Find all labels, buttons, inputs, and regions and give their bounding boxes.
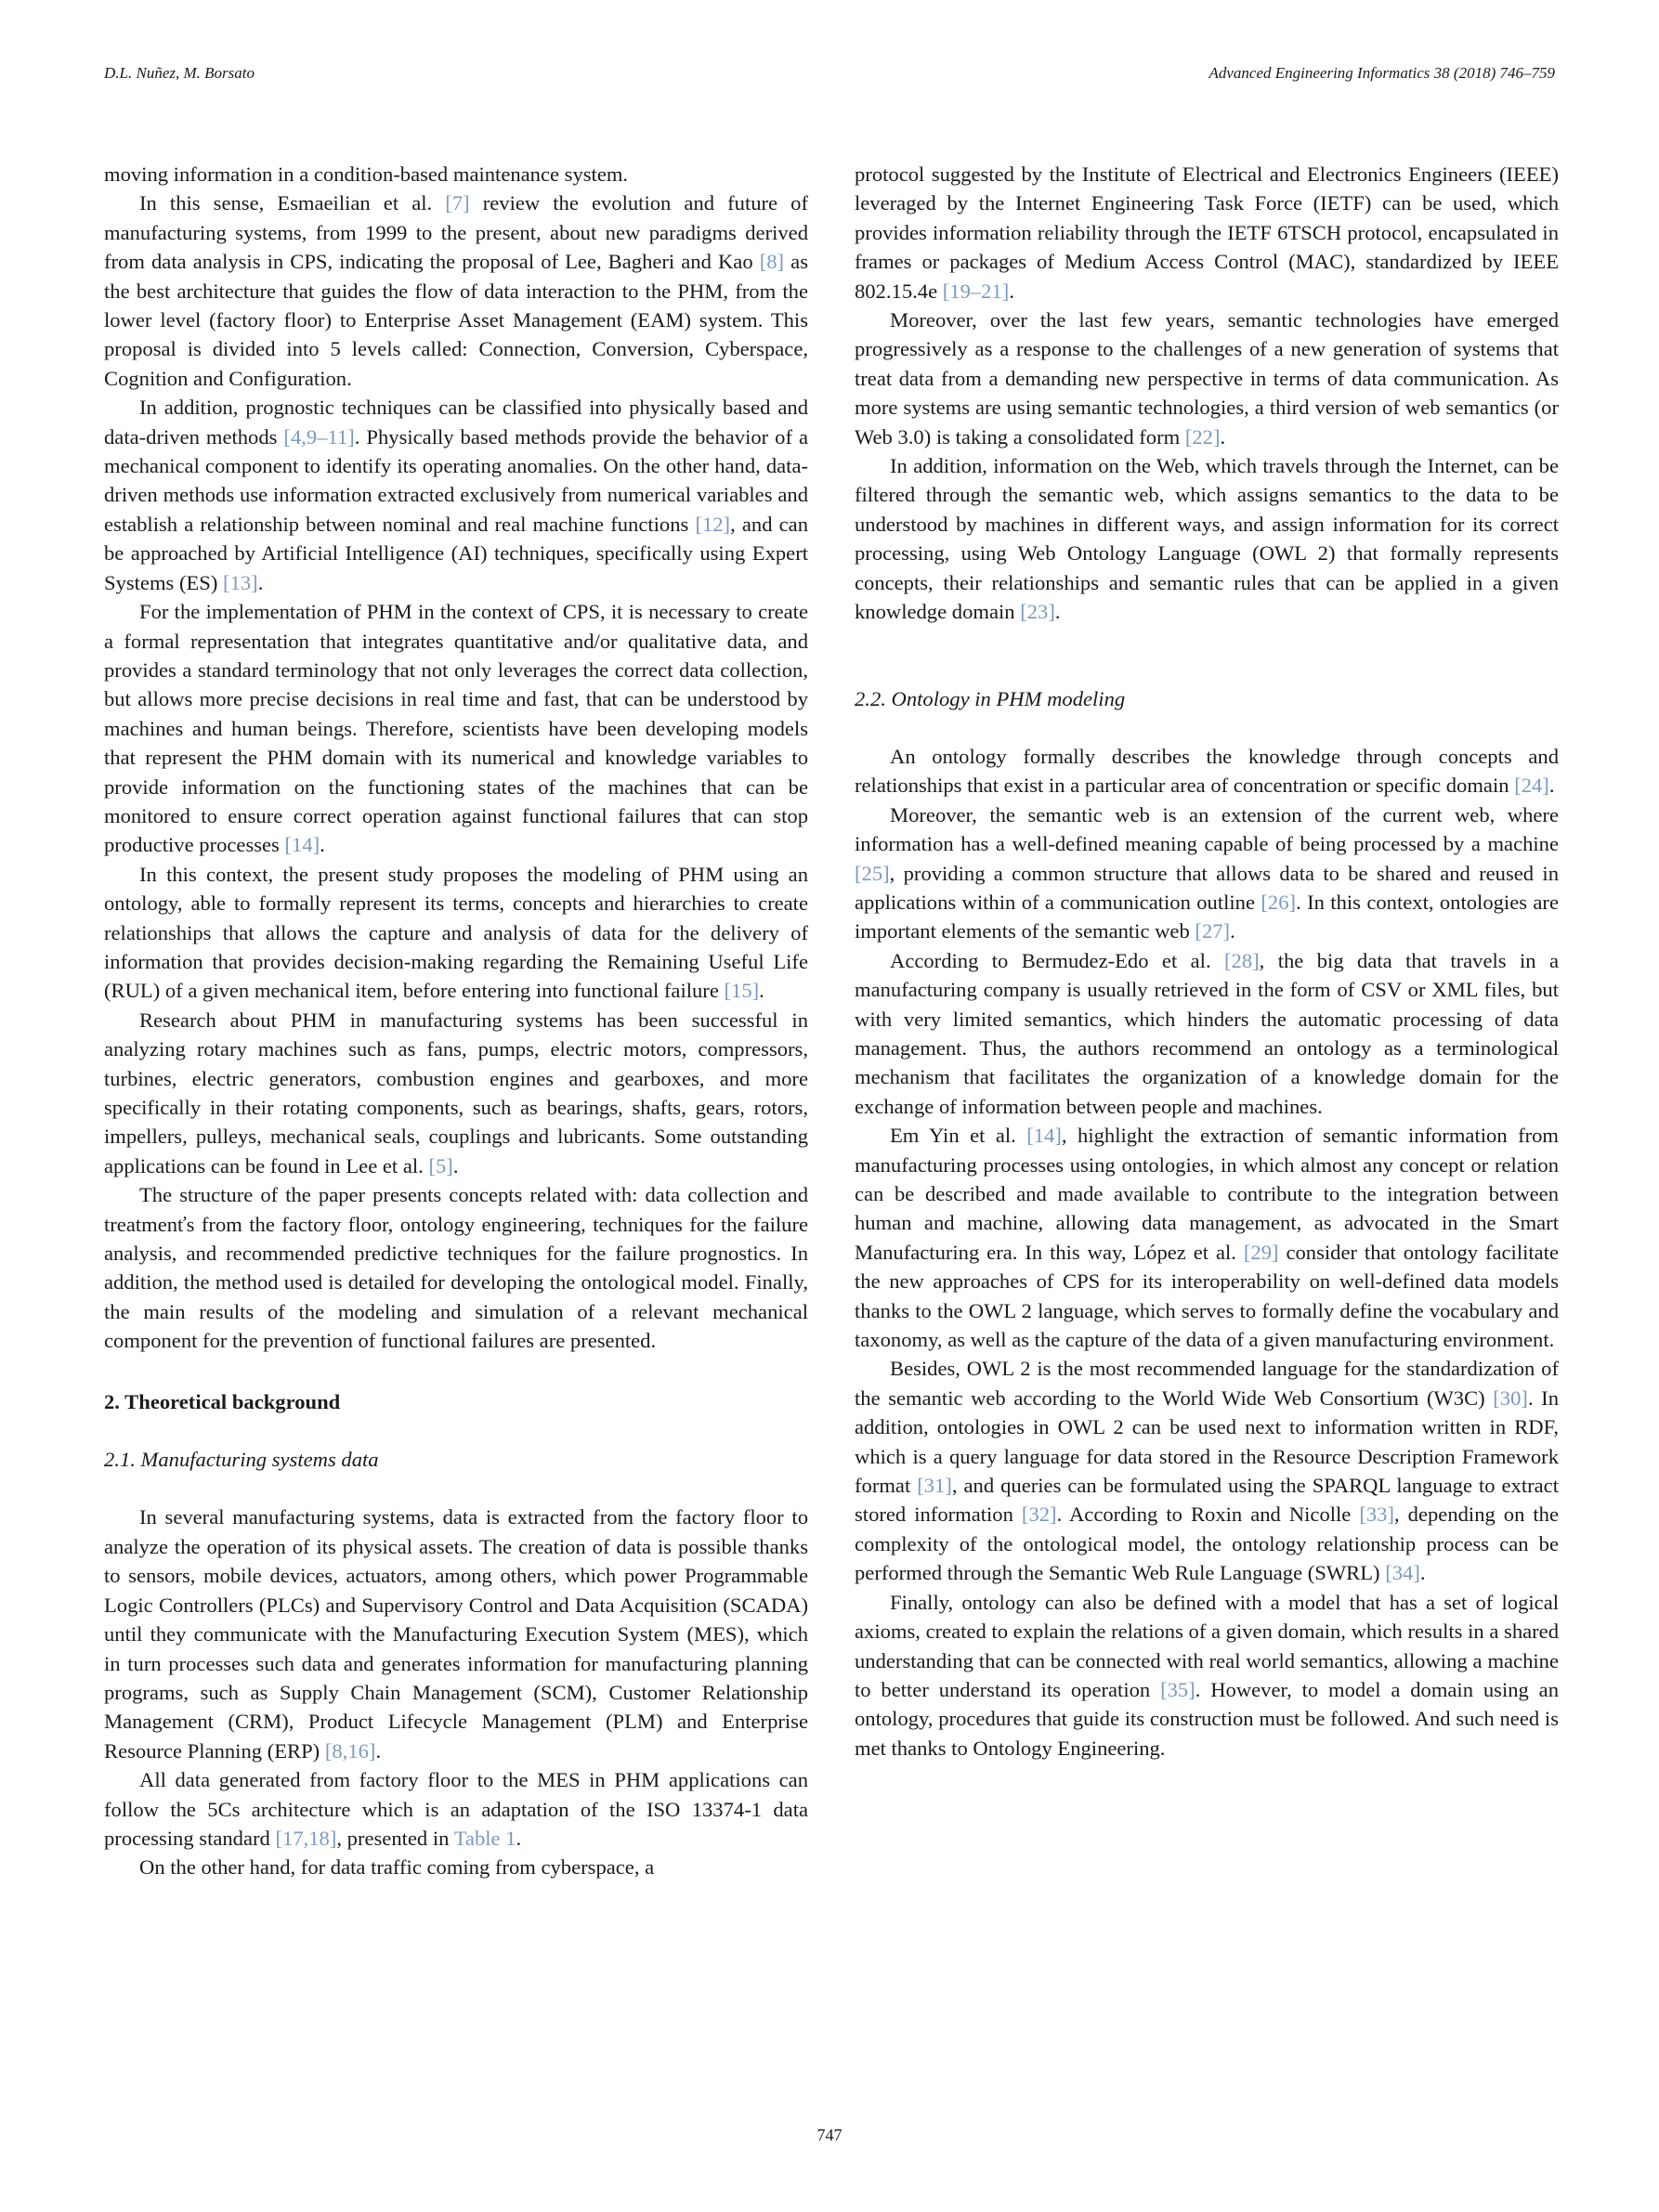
- citation-link[interactable]: [8]: [759, 250, 785, 274]
- citation-link[interactable]: [29]: [1243, 1240, 1279, 1264]
- running-header: [104, 59, 1555, 87]
- header-journal: Advanced Engineering Informatics 38 (2018) 746–759: [1208, 64, 1555, 82]
- paragraph: In addition, prognostic techniques can be classified into physically based and data-driven methods [4,9–11]. Physically based methods provide the behavior of a mechanical component to identify its operating anomalies. On the other hand, data-driven methods use information extracted exclusively from numerical variables and establish a relationship between nominal and real machine functions [12], and can be approached by Artificial Intelligence (AI) techniques, specifically using Expert Systems (ES) [13].: [104, 396, 808, 594]
- paragraph: An ontology formally describes the knowledge through concepts and relationships that exist in a particular area of concentration or specific domain [24].: [855, 744, 1559, 798]
- paragraph: On the other hand, for data traffic coming from cyberspace, a: [139, 1855, 655, 1880]
- citation-link[interactable]: [15]: [724, 979, 760, 1003]
- paragraph: All data generated from factory floor to the MES in PHM applications can follow the 5Cs architecture which is an adaptation of the ISO 13374-1 data processing standard [17,18], presented in Table 1.: [104, 1768, 808, 1850]
- citation-link[interactable]: [35]: [1160, 1677, 1195, 1701]
- paragraph: Besides, OWL 2 is the most recommended language for the standardization of the semantic web according to the World Wide Web Consortium (W3C) [30]. In addition, ontologies in OWL 2 can be used next to information written in RDF, which is a query language for data stored in the Resource Description Framework format [31], and queries can be formulated using the SPARQL language to extract stored information [32]. According to Roxin and Nicolle [33], depending on the complexity of the ontological model, the ontology relationship process can be performed through the Semantic Web Rule Language (SWRL) [34].: [855, 1357, 1560, 1585]
- right-column: [855, 160, 1559, 1763]
- paragraph: Finally, ontology can also be defined with a model that has a set of logical axioms, created to explain the relations of a given domain, which results in a shared understanding that can be connected with real world semantics, allowing a machine to better understand its operation [35]. However, to model a domain using an ontology, procedures that guide its construction must be followed. And such need is met thanks to Ontology Engineering.: [855, 1590, 1559, 1760]
- citation-link[interactable]: [7]: [445, 191, 470, 215]
- citation-link[interactable]: [31]: [917, 1474, 952, 1498]
- citation-link[interactable]: [32]: [1021, 1503, 1057, 1527]
- paragraph: In several manufacturing systems, data is extracted from the factory floor to analyze the operation of its physical assets. The creation of data is possible thanks to sensors, mobile devices, actuators, among others, which power Programmable Logic Controllers (PLCs) and Supervisory Control and Data Acquisition (SCADA) until they communicate with the Manufacturing Execution System (MES), which in turn processes such data and generates information for manufacturing planning programs, such as Supply Chain Management (SCM), Customer Relationship Management (CRM), Product Lifecycle Management (PLM) and Enterprise Resource Planning (ERP) [8,16].: [104, 1505, 808, 1763]
- citation-link[interactable]: [28]: [1224, 948, 1260, 972]
- citation-link[interactable]: [19–21]: [942, 279, 1010, 303]
- citation-link[interactable]: [8,16]: [324, 1738, 376, 1763]
- citation-link[interactable]: [5]: [428, 1153, 453, 1178]
- citation-link[interactable]: [14]: [284, 833, 320, 857]
- citation-link[interactable]: [27]: [1195, 919, 1231, 943]
- citation-link[interactable]: [14]: [1026, 1124, 1062, 1148]
- paragraph: Moreover, the semantic web is an extension of the current web, where information has a well-defined meaning capable of being processed by a machine [25], providing a common structure that allows data to be shared and reused in applications within of a communication outline [26]. In this context, ontologies are important elements of the semantic web [27].: [855, 802, 1559, 943]
- citation-link[interactable]: [24]: [1514, 774, 1549, 798]
- citation-link[interactable]: [26]: [1261, 890, 1297, 914]
- paragraph: Em Yin et al. [14], highlight the extraction of semantic information from manufacturing processes using ontologies, in which almost any concept or relation can be described and made available to contribute to the integration between human and machine, allowing data management, as advocated in the Smart Manufacturing era. In this way, López et al. [29] consider that ontology facilitate the new approaches of CPS for its interoperability on well-defined data models thanks to the OWL 2 language, which serves to formally define the vocabulary and taxonomy, as well as the capture of the data of a given manufacturing environment.: [855, 1124, 1559, 1352]
- paragraph: moving information in a condition-based maintenance system.: [104, 163, 629, 186]
- section-heading: 2. Theoretical background: [104, 1389, 341, 1413]
- paragraph: According to Bermudez-Edo et al. [28], the big data that travels in a manufacturing company is usually retrieved in the form of CSV or XML files, but with very limited semantics, which hinders the automatic processing of data management. Thus, the authors recommend an ontology as a terminological mechanism that facilitates the organization of a knowledge domain for the exchange of information between people and machines.: [855, 948, 1560, 1118]
- citation-link[interactable]: [17,18]: [275, 1826, 337, 1850]
- citation-link[interactable]: [22]: [1184, 424, 1221, 449]
- paragraph: For the implementation of PHM in the context of CPS, it is necessary to create a formal representation that integrates quantitative and/or qualitative data, and provides a standard terminology that not only leverages the correct data collection, but allows more precise decisions in real time and fast, that can be understood by machines and human beings. Therefore, scientists have been developing models that represent the PHM domain with its numerical and knowledge variables to provide information on the functioning states of the machines that can be monitored to ensure correct operation against functional failures that can stop productive processes [14].: [104, 600, 808, 857]
- citation-link[interactable]: [12]: [695, 512, 731, 536]
- left-column: [104, 160, 808, 1882]
- paragraph: In this sense, Esmaeilian et al. [7] review the evolution and future of manufacturing systems, from 1999 to the present, about new paradigms derived from data analysis in CPS, indicating the proposal of Lee, Bagheri and Kao [8] as the best architecture that guides the flow of data interaction to the PHM, from the lower level (factory floor) to Enterprise Asset Management (EAM) system. This proposal is divided into 5 levels called: Connection, Conversion, Cyberspace, Cognition and Configuration.: [104, 191, 808, 390]
- subsection-heading: 2.2. Ontology in PHM modeling: [855, 686, 1126, 710]
- subsection-heading: 2.1. Manufacturing systems data: [104, 1448, 379, 1472]
- citation-link[interactable]: [34]: [1385, 1561, 1420, 1585]
- citation-link[interactable]: [13]: [223, 570, 258, 594]
- paragraph: Moreover, over the last few years, semantic technologies have emerged progressively as a response to the challenges of a new generation of systems that treat data from a demanding new perspective in terms of data communication. As more systems are using semantic technologies, a third version of web semantics (or Web 3.0) is taking a consolidated form [22].: [855, 308, 1559, 449]
- table-link[interactable]: Table 1: [453, 1826, 516, 1850]
- paragraph: Research about PHM in manufacturing systems has been successful in analyzing rotary machines such as fans, pumps, electric motors, compressors, turbines, electric generators, combustion engines and gearboxes, and more specifically in their rotating components, such as bearings, shafts, gears, rotors, impellers, pulleys, mechanical seals, couplings and lubricants. Some outstanding applications can be found in Lee et al. [5].: [104, 1008, 808, 1178]
- citation-link[interactable]: [30]: [1493, 1386, 1528, 1410]
- citation-link[interactable]: [4,9–11]: [283, 424, 355, 449]
- paragraph: In this context, the present study proposes the modeling of PHM using an ontology, able to formally represent its terms, concepts and hierarchies to create relationships that allows the capture and analysis of data for the delivery of information that provides decision-making regarding the Remaining Useful Life (RUL) of a given mechanical item, before entering into functional failure [15].: [104, 862, 808, 1003]
- citation-link[interactable]: [23]: [1020, 600, 1055, 624]
- paragraph: protocol suggested by the Institute of Electrical and Electronics Engineers (IEEE) leveraged by the Internet Engineering Task Force (IETF) can be used, which provides information reliability through the IETF 6TSCH protocol, encapsulated in frames or packages of Medium Access Control (MAC), standardized by IEEE 802.15.4e [19–21].: [855, 163, 1559, 303]
- citation-link[interactable]: [33]: [1359, 1503, 1395, 1527]
- page-number: 747: [816, 2126, 843, 2144]
- header-authors: D.L. Nuñez, M. Borsato: [104, 64, 255, 82]
- paragraph: In addition, information on the Web, which travels through the Internet, can be filtered through the semantic web, which assigns semantics to the data to be understood by machines in different ways, and assign information for its correct processing, using Web Ontology Language (OWL 2) that formally represents concepts, their relationships and semantic rules that can be applied in a given knowledge domain [23].: [855, 454, 1559, 624]
- paragraph: The structure of the paper presents concepts related with: data collection and treatmenťs from the factory floor, ontology engineering, techniques for the failure analysis, and recommended predictive techniques for the failure prognostics. In addition, the method used is detailed for developing the ontological model. Finally, the main results of the modeling and simulation of a relevant mechanical component for the prevention of functional failures are presented.: [104, 1183, 808, 1353]
- citation-link[interactable]: [25]: [855, 861, 890, 885]
